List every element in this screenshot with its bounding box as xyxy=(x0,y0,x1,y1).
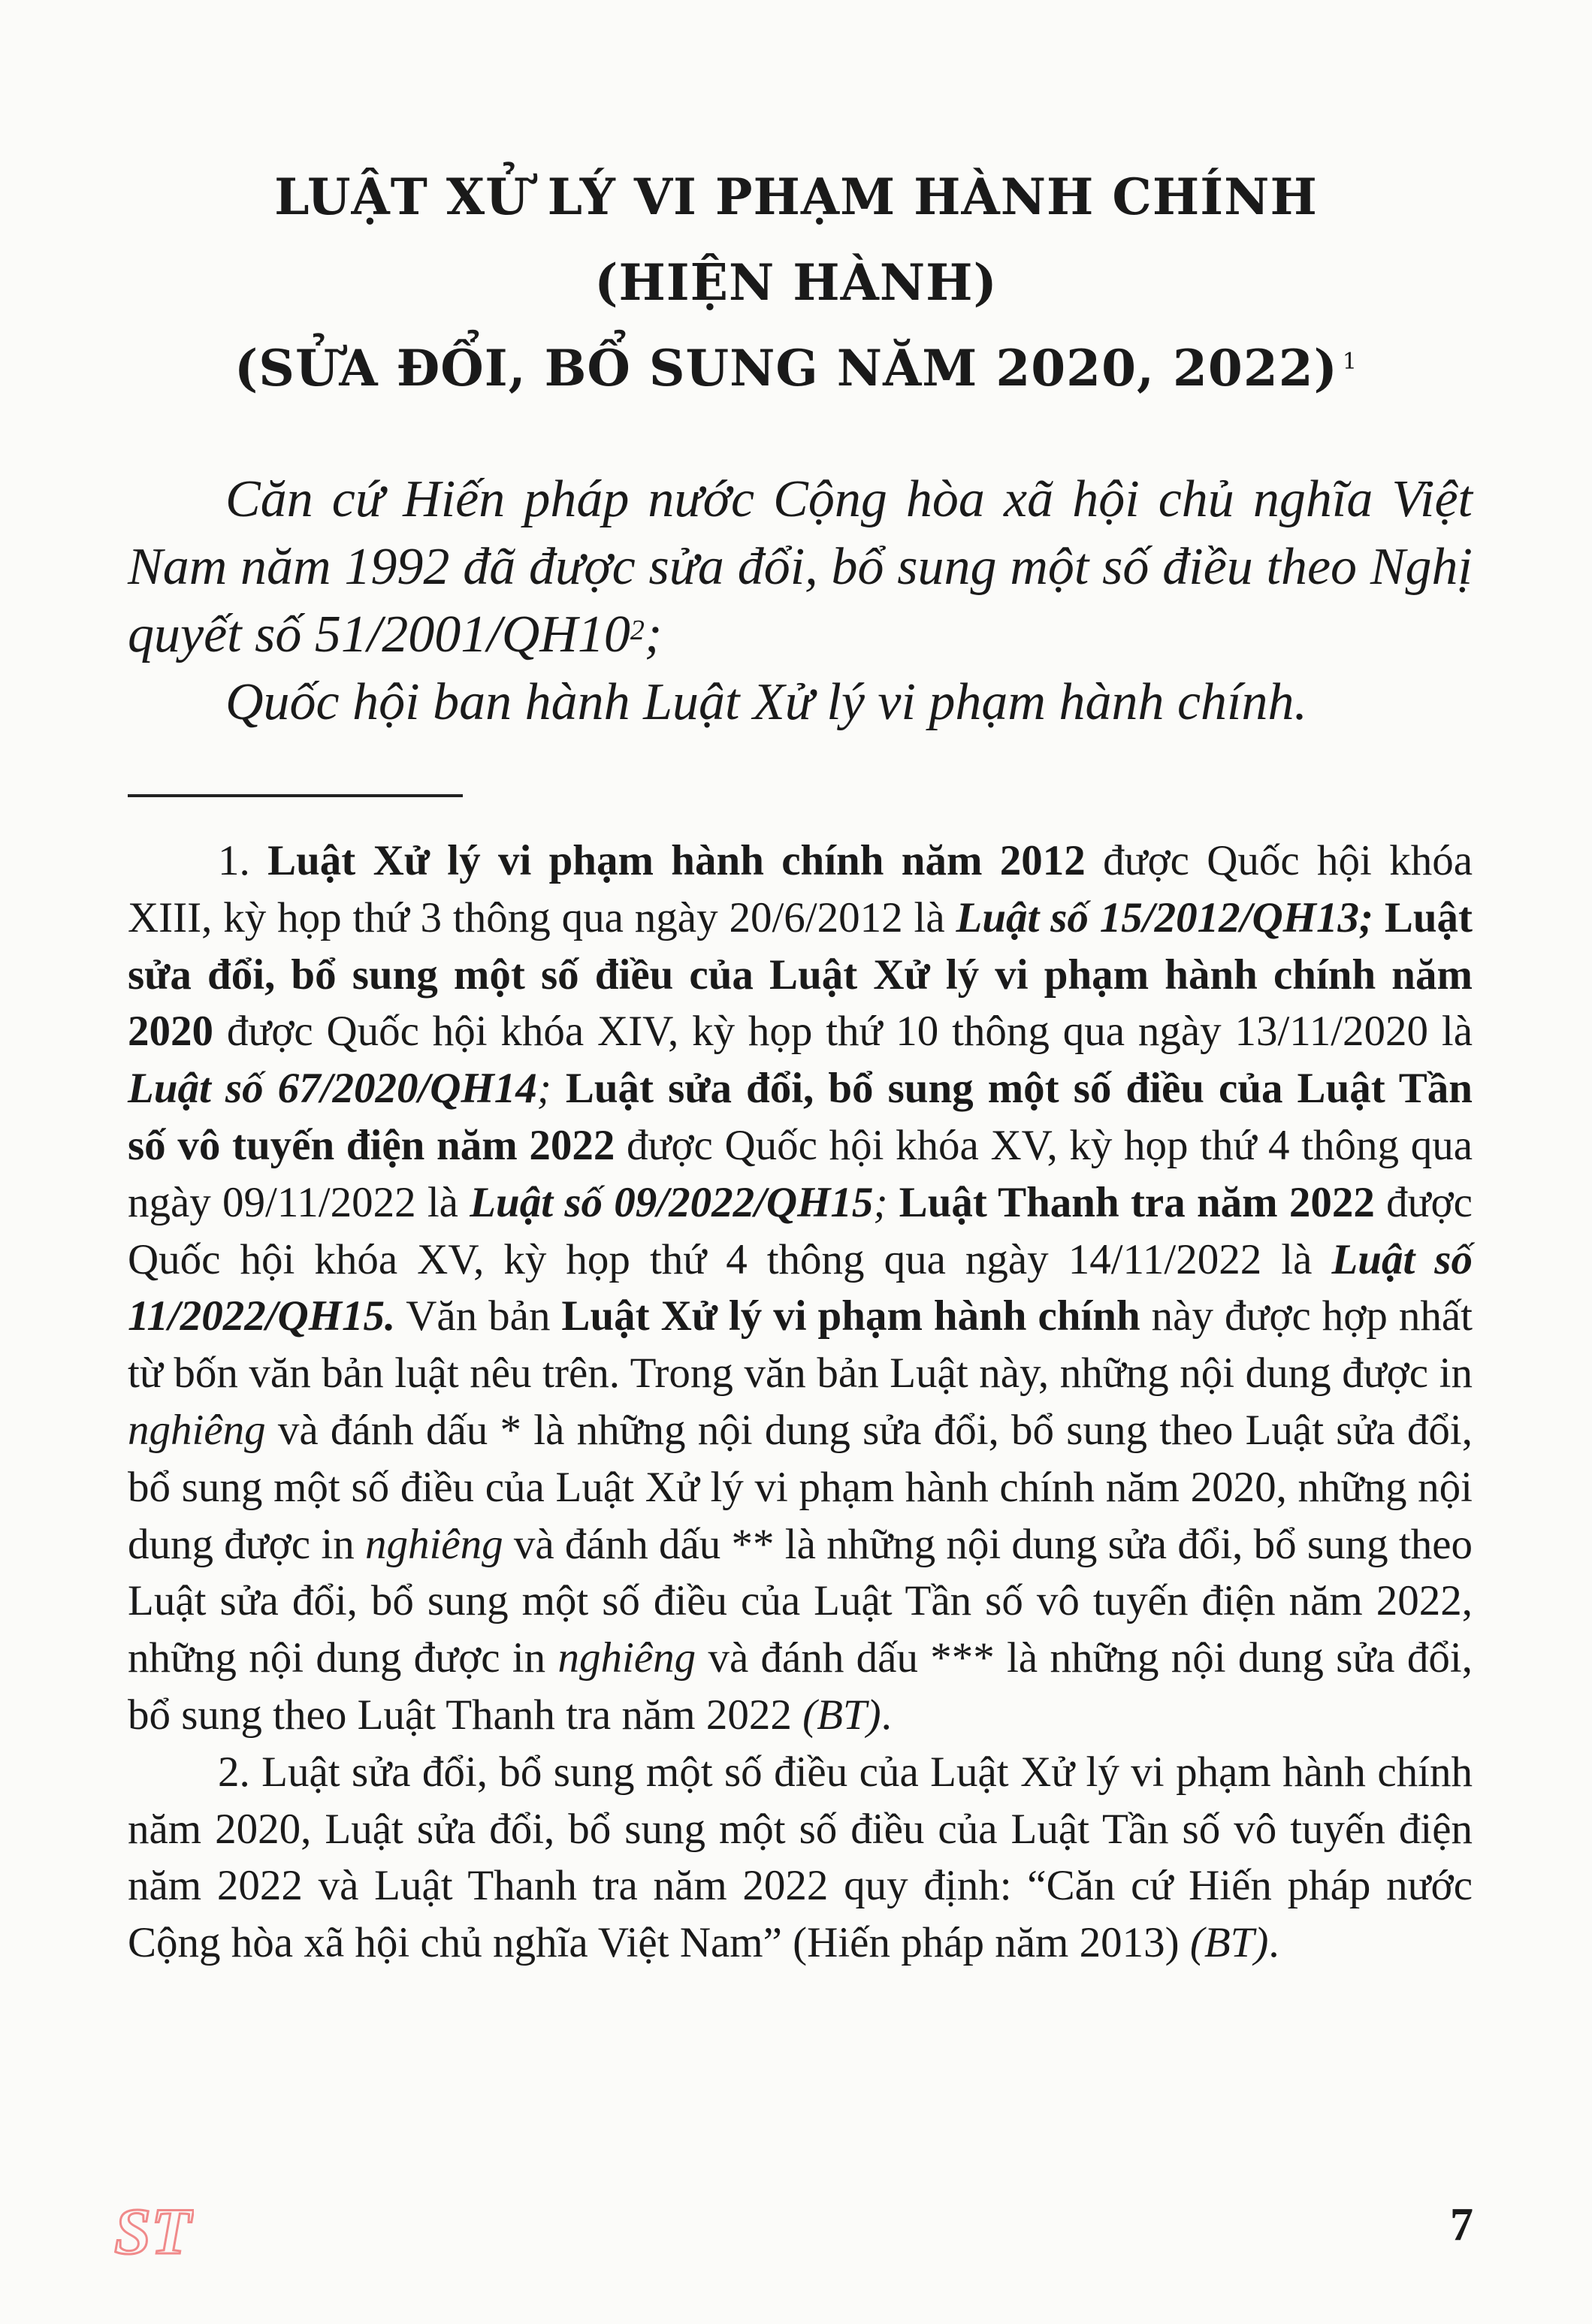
fn1-number: 1. xyxy=(218,837,268,884)
preamble-paragraph-2: Quốc hội ban hành Luật Xử lý vi phạm hành chính. xyxy=(225,673,1307,731)
fn1-text: và đánh dấu *** là những nội dung sửa đổi, bổ sung theo Luật Thanh tra năm 2022 xyxy=(128,1634,1473,1739)
fn1-italic-word: nghiêng xyxy=(557,1634,696,1682)
fn1-text: được Quốc hội khóa XV, kỳ họp thứ 4 thông qua ngày 14/11/2022 là xyxy=(128,1178,1473,1283)
footnote-1 xyxy=(128,833,1473,1744)
footnote-ref-2: 2 xyxy=(630,615,645,646)
fn1-law-2020: Luật sửa đổi, bổ sung một số điều của Luật Xử lý vi phạm hành chính năm 2020 xyxy=(128,893,1473,1056)
footnote-separator xyxy=(128,794,463,797)
title-line-3-text: (SỬA ĐỔI, BỔ SUNG NĂM 2020, 2022) xyxy=(234,339,1338,397)
footnotes xyxy=(128,833,1473,1972)
fn1-text: được Quốc hội khóa XV, kỳ họp thứ 4 thông qua ngày 09/11/2022 là xyxy=(128,1121,1473,1226)
fn1-law-radio-2022: Luật sửa đổi, bổ sung một số điều của Luật Tần số vô tuyến điện năm 2022 xyxy=(128,1065,1473,1169)
fn1-law-number-09: Luật số 09/2022/QH15 xyxy=(470,1178,874,1226)
fn1-text: được Quốc hội khóa XIV, kỳ họp thứ 10 thông qua ngày 13/11/2020 là xyxy=(213,1008,1473,1056)
fn1-italic-word: nghiêng xyxy=(364,1520,503,1568)
fn1-italic-word: nghiêng xyxy=(128,1406,266,1454)
footnote-2 xyxy=(128,1744,1473,1972)
fn1-text: ; xyxy=(536,1065,566,1113)
fn1-text: Văn bản xyxy=(395,1292,562,1340)
fn1-text: ; xyxy=(873,1178,899,1226)
title-line-2: (HIỆN HÀNH) xyxy=(594,253,998,312)
law-title xyxy=(113,154,1479,411)
fn1-law-2012: Luật Xử lý vi phạm hành chính năm 2012 xyxy=(267,837,1086,884)
fn1-law-inspection-2022: Luật Thanh tra năm 2022 xyxy=(899,1178,1375,1226)
fn2-bt-note: (BT) xyxy=(1189,1919,1269,1967)
fn1-text: được Quốc hội khóa XIII, kỳ họp thứ 3 thông qua ngày 20/6/2012 là xyxy=(128,837,1473,941)
page-number: 7 xyxy=(1450,2199,1473,2250)
fn1-text: này được hợp nhất từ bốn văn bản luật nêu trên. Trong văn bản Luật này, những nội dung được in xyxy=(128,1292,1473,1398)
preamble-p1-text: Căn cứ Hiến pháp nước Cộng hòa xã hội chủ nghĩa Việt Nam năm 1992 đã được sửa đổi, bổ sung một số điều theo Nghị quyết số 51/2001/QH10 xyxy=(128,470,1473,663)
fn1-text xyxy=(1373,894,1385,941)
fn1-text: . xyxy=(881,1691,892,1739)
preamble-p1-end: ; xyxy=(644,606,663,663)
fn1-text: và đánh dấu * là những nội dung sửa đổi, bổ sung theo Luật sửa đổi, bổ sung một số điều của Luật Xử lý vi phạm hành chính năm 2020, những nội dung được in xyxy=(128,1406,1473,1568)
fn1-law-name: Luật Xử lý vi phạm hành chính xyxy=(561,1292,1140,1340)
fn1-bt-note: (BT) xyxy=(802,1691,881,1739)
publisher-logo xyxy=(111,2190,194,2265)
fn1-text: và đánh dấu ** là những nội dung sửa đổi, bổ sung theo Luật sửa đổi, bổ sung một số điều của Luật Tần số vô tuyến điện năm 2022, những nội dung được in xyxy=(128,1520,1473,1682)
fn2-text: 2. Luật sửa đổi, bổ sung một số điều của Luật Xử lý vi phạm hành chính năm 2020, Luật sửa đổi, bổ sung một số điều của Luật Tần số vô tuyến điện năm 2022 và Luật Thanh tra năm 2022 quy định: “Căn cứ Hiến pháp nước Cộng hòa xã hội chủ nghĩa Việt Nam” (Hiến pháp năm 2013) xyxy=(128,1748,1473,1967)
preamble xyxy=(128,466,1473,736)
publisher-logo-text: ST xyxy=(114,2196,192,2265)
preamble-paragraph-1 xyxy=(128,466,1473,669)
fn2-text: . xyxy=(1268,1919,1279,1967)
fn1-law-number-11: Luật số 11/2022/QH15. xyxy=(128,1235,1473,1340)
title-line-1: LUẬT XỬ LÝ VI PHẠM HÀNH CHÍNH xyxy=(274,168,1318,226)
fn1-law-number-15: Luật số 15/2012/QH13; xyxy=(956,893,1373,941)
title-line-3 xyxy=(113,325,1479,411)
footnote-ref-1: 1 xyxy=(1342,349,1358,375)
fn1-law-number-67: Luật số 67/2020/QH14 xyxy=(128,1065,537,1113)
